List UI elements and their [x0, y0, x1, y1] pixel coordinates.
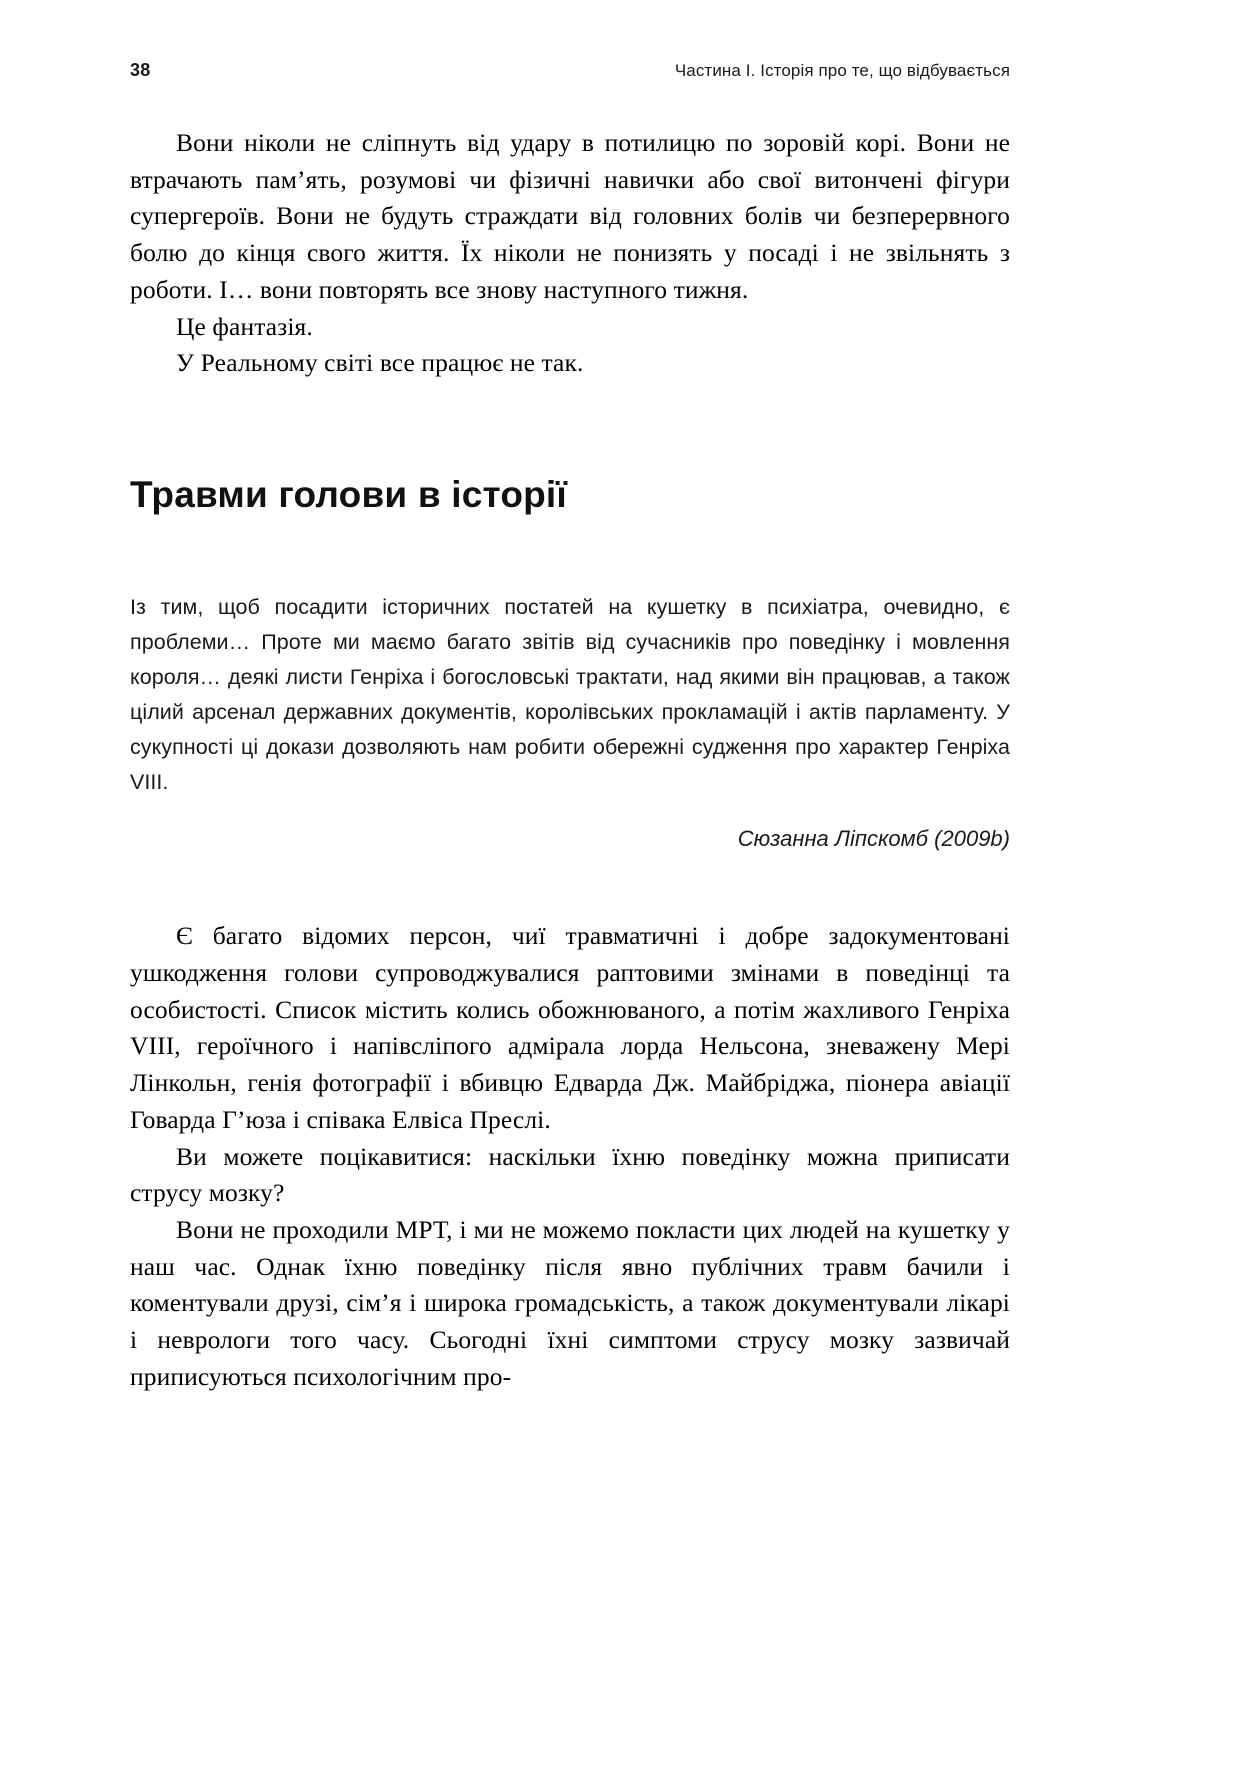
paragraph-5: Ви можете поцікавитися: наскільки їхню поведінку можна приписати струсу мозку?: [130, 1141, 1010, 1208]
spacer-after-epigraph: [130, 852, 1010, 918]
page-number: 38: [130, 60, 151, 80]
paragraph-3: У Реальному світі все працює не так.: [176, 348, 584, 378]
paragraph-2: Це фантазія.: [176, 311, 313, 341]
paragraph-1: Вони ніколи не сліпнуть від удару в потилицю по зоровій корі. Вони не втрачають пам’ять, розумові чи фізичні навички або свої витончені фігури супергероїв. Вони не будуть страждати від головних болів чи безперервного болю до кінця свого життя. Їх ніколи не понизять у посаді і не звільнять з роботи. І… вони повторять все знову наступного тижня.: [130, 128, 1010, 304]
paragraph-6: Вони не проходили МРТ, і ми не можемо покласти цих людей на кушетку у наш час. Однак їхню поведінку після явно публічних травм бачили і коментували друзі, сім’я і широка громадськість, а також документували лікарі і неврологи того часу. Сьогодні їхні симптоми струсу мозку зазвичай приписуються психологічним про-: [130, 1214, 1010, 1391]
running-head: Частина I. Історія про те, що відбувається: [674, 61, 1010, 80]
epigraph-source: Сюзанна Ліпскомб (2009b): [737, 826, 1010, 852]
page-header: [130, 60, 1010, 81]
spacer-after-section-title: [130, 516, 1010, 590]
paragraph-4: Є багато відомих персон, чиї травматичні і добре задокументовані ушкодження голови супроводжувалися раптовими змінами в поведінці та особистості. Список містить колись обожнюваного, а потім жахливого Генріха VIII, героїчного і напівсліпого адмірала лорда Нельсона, зневажену Мері Лінкольн, генія фотографії і вбивцю Едварда Дж. Майбріджа, піонера авіації Говарда Г’юза і співака Елвіса Преслі.: [130, 921, 1010, 1134]
page-content: [130, 60, 1010, 1396]
epigraph-text: Із тим, щоб посадити історичних постатей на кушетку в психіатра, очевидно, є проблеми… Проте ми маємо багато звітів від сучасників про поведінку і мовлення короля… деякі листи Генріха і богословські трактати, над якими він працював, а також цілий арсенал державних документів, королівських прокламацій і актів парламенту. У сукупності ці докази дозволяють нам робити обережні судження про характер Генріха VIII.: [130, 595, 1010, 795]
spacer-before-section-title: [130, 382, 1010, 474]
section-title: Травми голови в історії: [130, 474, 568, 516]
